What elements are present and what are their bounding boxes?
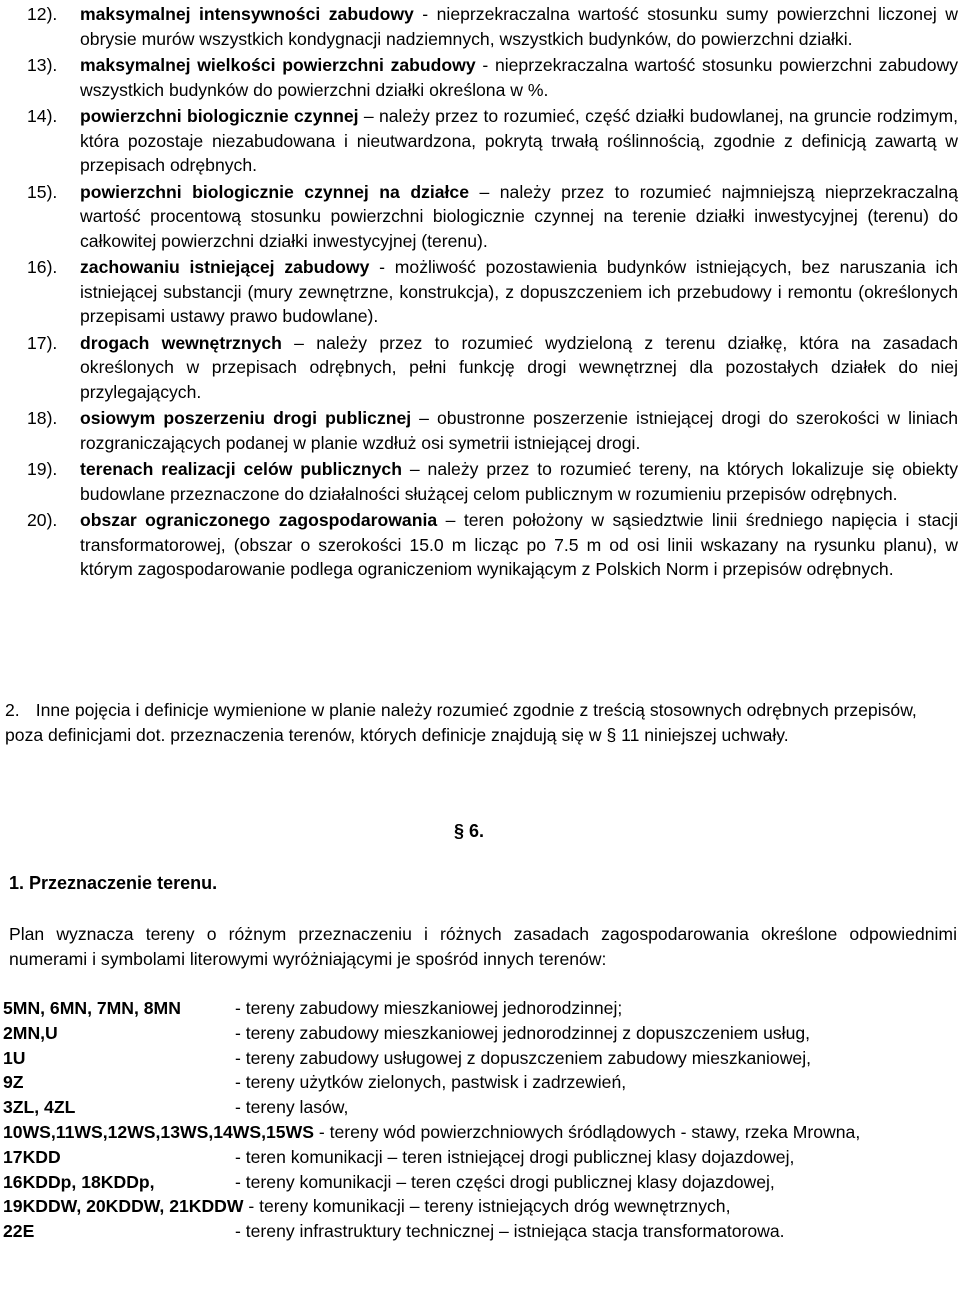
land-use-legend bbox=[3, 996, 958, 1244]
legend-row bbox=[3, 1120, 958, 1145]
definition-text bbox=[80, 2, 958, 51]
legend-symbol: 3ZL, 4ZL bbox=[3, 1097, 76, 1118]
legend-symbol: 1U bbox=[3, 1047, 26, 1068]
legend-row bbox=[3, 1070, 958, 1095]
legend-symbol: 19KDDW, 20KDDW, 21KDDW bbox=[3, 1196, 244, 1217]
definition-text bbox=[80, 180, 958, 254]
legend-row bbox=[3, 1145, 958, 1170]
legend-description: - tereny zabudowy mieszkaniowej jednorodzinnej; bbox=[235, 998, 623, 1018]
definition-body: – obustronne poszerzenie istniejącej drogi do szerokości w liniach rozgraniczających podanej w planie wzdłuż osi symetrii istniejącej drogi. bbox=[80, 408, 958, 453]
definition-body: – teren położony w sąsiedztwie linii średniego napięcia i stacji transformatorowej, (obszar o szerokości 15.0 m licząc po 7.5 m od osi linii wskazany na rysunku planu), w którym zagospodarowanie podlega ograniczeniom wynikającym z Polskich Norm i przepisów odrębnych. bbox=[80, 510, 959, 579]
definition-body: – należy przez to rozumieć tereny, na których lokalizuje się obiekty budowlane przeznaczone do działalności służącej celom publicznym w rozumieniu przepisów odrębnych. bbox=[80, 459, 958, 504]
definition-body: - możliwość pozostawienia budynków istniejących, bez naruszania ich istniejącej substancji (mury zewnętrzne, konstrukcja), z dopuszczeniem ich przebudowy i remontu (określonych przepisami ustawy prawo budowlane). bbox=[80, 257, 958, 326]
definition-body: – należy przez to rozumieć wydzieloną z terenu działkę, która na zasadach określonych w przepisach odrębnych, pełni funkcję drogi wewnętrznej dla pozostałych działek do niej przylegających. bbox=[80, 332, 959, 402]
legend-description: - tereny infrastruktury technicznej – istniejąca stacja transformatorowa. bbox=[235, 1221, 785, 1242]
definition-term: obszar ograniczonego zagospodarowania bbox=[80, 510, 438, 530]
definition-text bbox=[80, 457, 958, 506]
legend-description: - tereny lasów, bbox=[235, 1097, 349, 1118]
definition-term: terenach realizacji celów publicznych bbox=[80, 459, 402, 479]
definition-item bbox=[0, 406, 960, 455]
definition-body: – należy przez to rozumieć najmniejszą nieprzekraczalną wartość procentową stosunku powierzchni biologicznie czynnej na terenie działki inwestycyjnej (terenu) do całkowitej powierzchni działki inwestycyjnej (terenu). bbox=[80, 181, 959, 251]
definition-term: osiowym poszerzeniu drogi publicznej bbox=[80, 408, 412, 428]
plan-paragraph: Plan wyznacza tereny o różnym przeznaczeniu i różnych zasadach zagospodarowania określone odpowiednimi numerami i symbolami literowymi wyróżniającymi je spośród innych terenów: bbox=[9, 924, 957, 969]
section-2-number: 2. bbox=[5, 700, 20, 720]
definition-body: - nieprzekraczalna wartość stosunku sumy powierzchni liczonej w obrysie murów wszystkich kondygnacji nadziemnych, wszystkich budynków, do powierzchni działki. bbox=[80, 4, 958, 49]
legend-description: - tereny użytków zielonych, pastwisk i zadrzewień, bbox=[235, 1072, 627, 1093]
legend-description: - tereny zabudowy mieszkaniowej jednorodzinnej z dopuszczeniem usług, bbox=[235, 1022, 811, 1043]
definitions-list bbox=[0, 2, 960, 584]
legend-row bbox=[3, 1021, 958, 1046]
legend-row bbox=[3, 1194, 958, 1219]
section-2-text: Inne pojęcia i definicje wymienione w planie należy rozumieć zgodnie z treścią stosownych odrębnych przepisów, poza definicjami dot. przeznaczenia terenów, których definicje znajdują się w § 11 niniejszej uchwały. bbox=[5, 700, 917, 745]
definition-item bbox=[0, 457, 960, 506]
definition-text bbox=[80, 331, 958, 405]
definition-body: - nieprzekraczalna wartość stosunku powierzchni zabudowy wszystkich budynków do powierzchni działki określona w %. bbox=[80, 55, 958, 100]
definition-item bbox=[0, 331, 960, 405]
subheading: 1. Przeznaczenie terenu. bbox=[9, 873, 218, 893]
definition-number: 16). bbox=[27, 257, 58, 277]
legend-row bbox=[3, 1095, 958, 1120]
definition-item bbox=[0, 255, 960, 329]
definition-number: 20). bbox=[27, 510, 58, 530]
legend-symbol: 22E bbox=[3, 1221, 35, 1242]
legend-symbol: 17KDD bbox=[3, 1146, 61, 1167]
legend-row bbox=[3, 1219, 958, 1244]
legend-description: - tereny komunikacji – teren części drogi publicznej klasy dojazdowej, bbox=[235, 1171, 775, 1192]
legend-symbol: 9Z bbox=[3, 1072, 24, 1093]
definition-number: 17). bbox=[27, 332, 58, 353]
legend-row bbox=[3, 1170, 958, 1195]
definition-number: 12). bbox=[27, 4, 58, 24]
definition-item bbox=[0, 53, 960, 102]
legend-description: - tereny wód powierzchniowych śródlądowych - stawy, rzeka Mrowna, bbox=[313, 1121, 861, 1142]
definition-number: 15). bbox=[27, 181, 58, 202]
definition-term: zachowaniu istniejącej zabudowy bbox=[80, 257, 370, 277]
legend-description: - teren komunikacji – teren istniejącej drogi publicznej klasy dojazdowej, bbox=[235, 1146, 795, 1167]
definition-term: maksymalnej wielkości powierzchni zabudowy bbox=[80, 55, 476, 75]
definition-term: drogach wewnętrznych bbox=[80, 332, 282, 353]
definition-number: 13). bbox=[27, 55, 58, 75]
definition-text bbox=[80, 508, 958, 582]
definition-text bbox=[80, 53, 958, 102]
definition-item bbox=[0, 2, 960, 51]
legend-row bbox=[3, 996, 958, 1021]
legend-symbol: 10WS,11WS,12WS,13WS,14WS,15WS bbox=[3, 1121, 314, 1142]
definition-text bbox=[80, 406, 958, 455]
definition-text bbox=[80, 255, 958, 329]
definition-item bbox=[0, 508, 960, 582]
definition-item bbox=[0, 104, 960, 178]
legend-description: - tereny komunikacji – tereny istniejących dróg wewnętrznych, bbox=[243, 1196, 731, 1217]
definition-text bbox=[80, 104, 958, 178]
definition-term: maksymalnej intensywności zabudowy bbox=[80, 4, 414, 24]
legend-symbol: 2MN,U bbox=[3, 1022, 58, 1043]
legend-symbol: 5MN, 6MN, 7MN, 8MN bbox=[3, 998, 181, 1018]
paragraph-mark: § 6. bbox=[454, 821, 485, 841]
definition-body: – należy przez to rozumieć, część działki budowlanej, na gruncie rodzimym, która pozostaje niezabudowana i nieutwardzona, pokrytą trwałą roślinnością, zgodnie z definicją zawartą w przepisach odrębnych. bbox=[80, 106, 958, 175]
definition-item bbox=[0, 180, 960, 254]
definition-number: 19). bbox=[27, 459, 58, 479]
legend-description: - tereny zabudowy usługowej z dopuszczeniem zabudowy mieszkaniowej, bbox=[235, 1047, 811, 1068]
section-2-paragraph bbox=[5, 698, 957, 748]
definition-number: 18). bbox=[27, 408, 58, 428]
legend-symbol: 16KDDp, 18KDDp, bbox=[3, 1171, 155, 1192]
legend-row bbox=[3, 1046, 958, 1071]
definition-term: powierzchni biologicznie czynnej na działce bbox=[80, 181, 469, 202]
definition-number: 14). bbox=[27, 106, 58, 126]
definition-term: powierzchni biologicznie czynnej bbox=[80, 106, 359, 126]
